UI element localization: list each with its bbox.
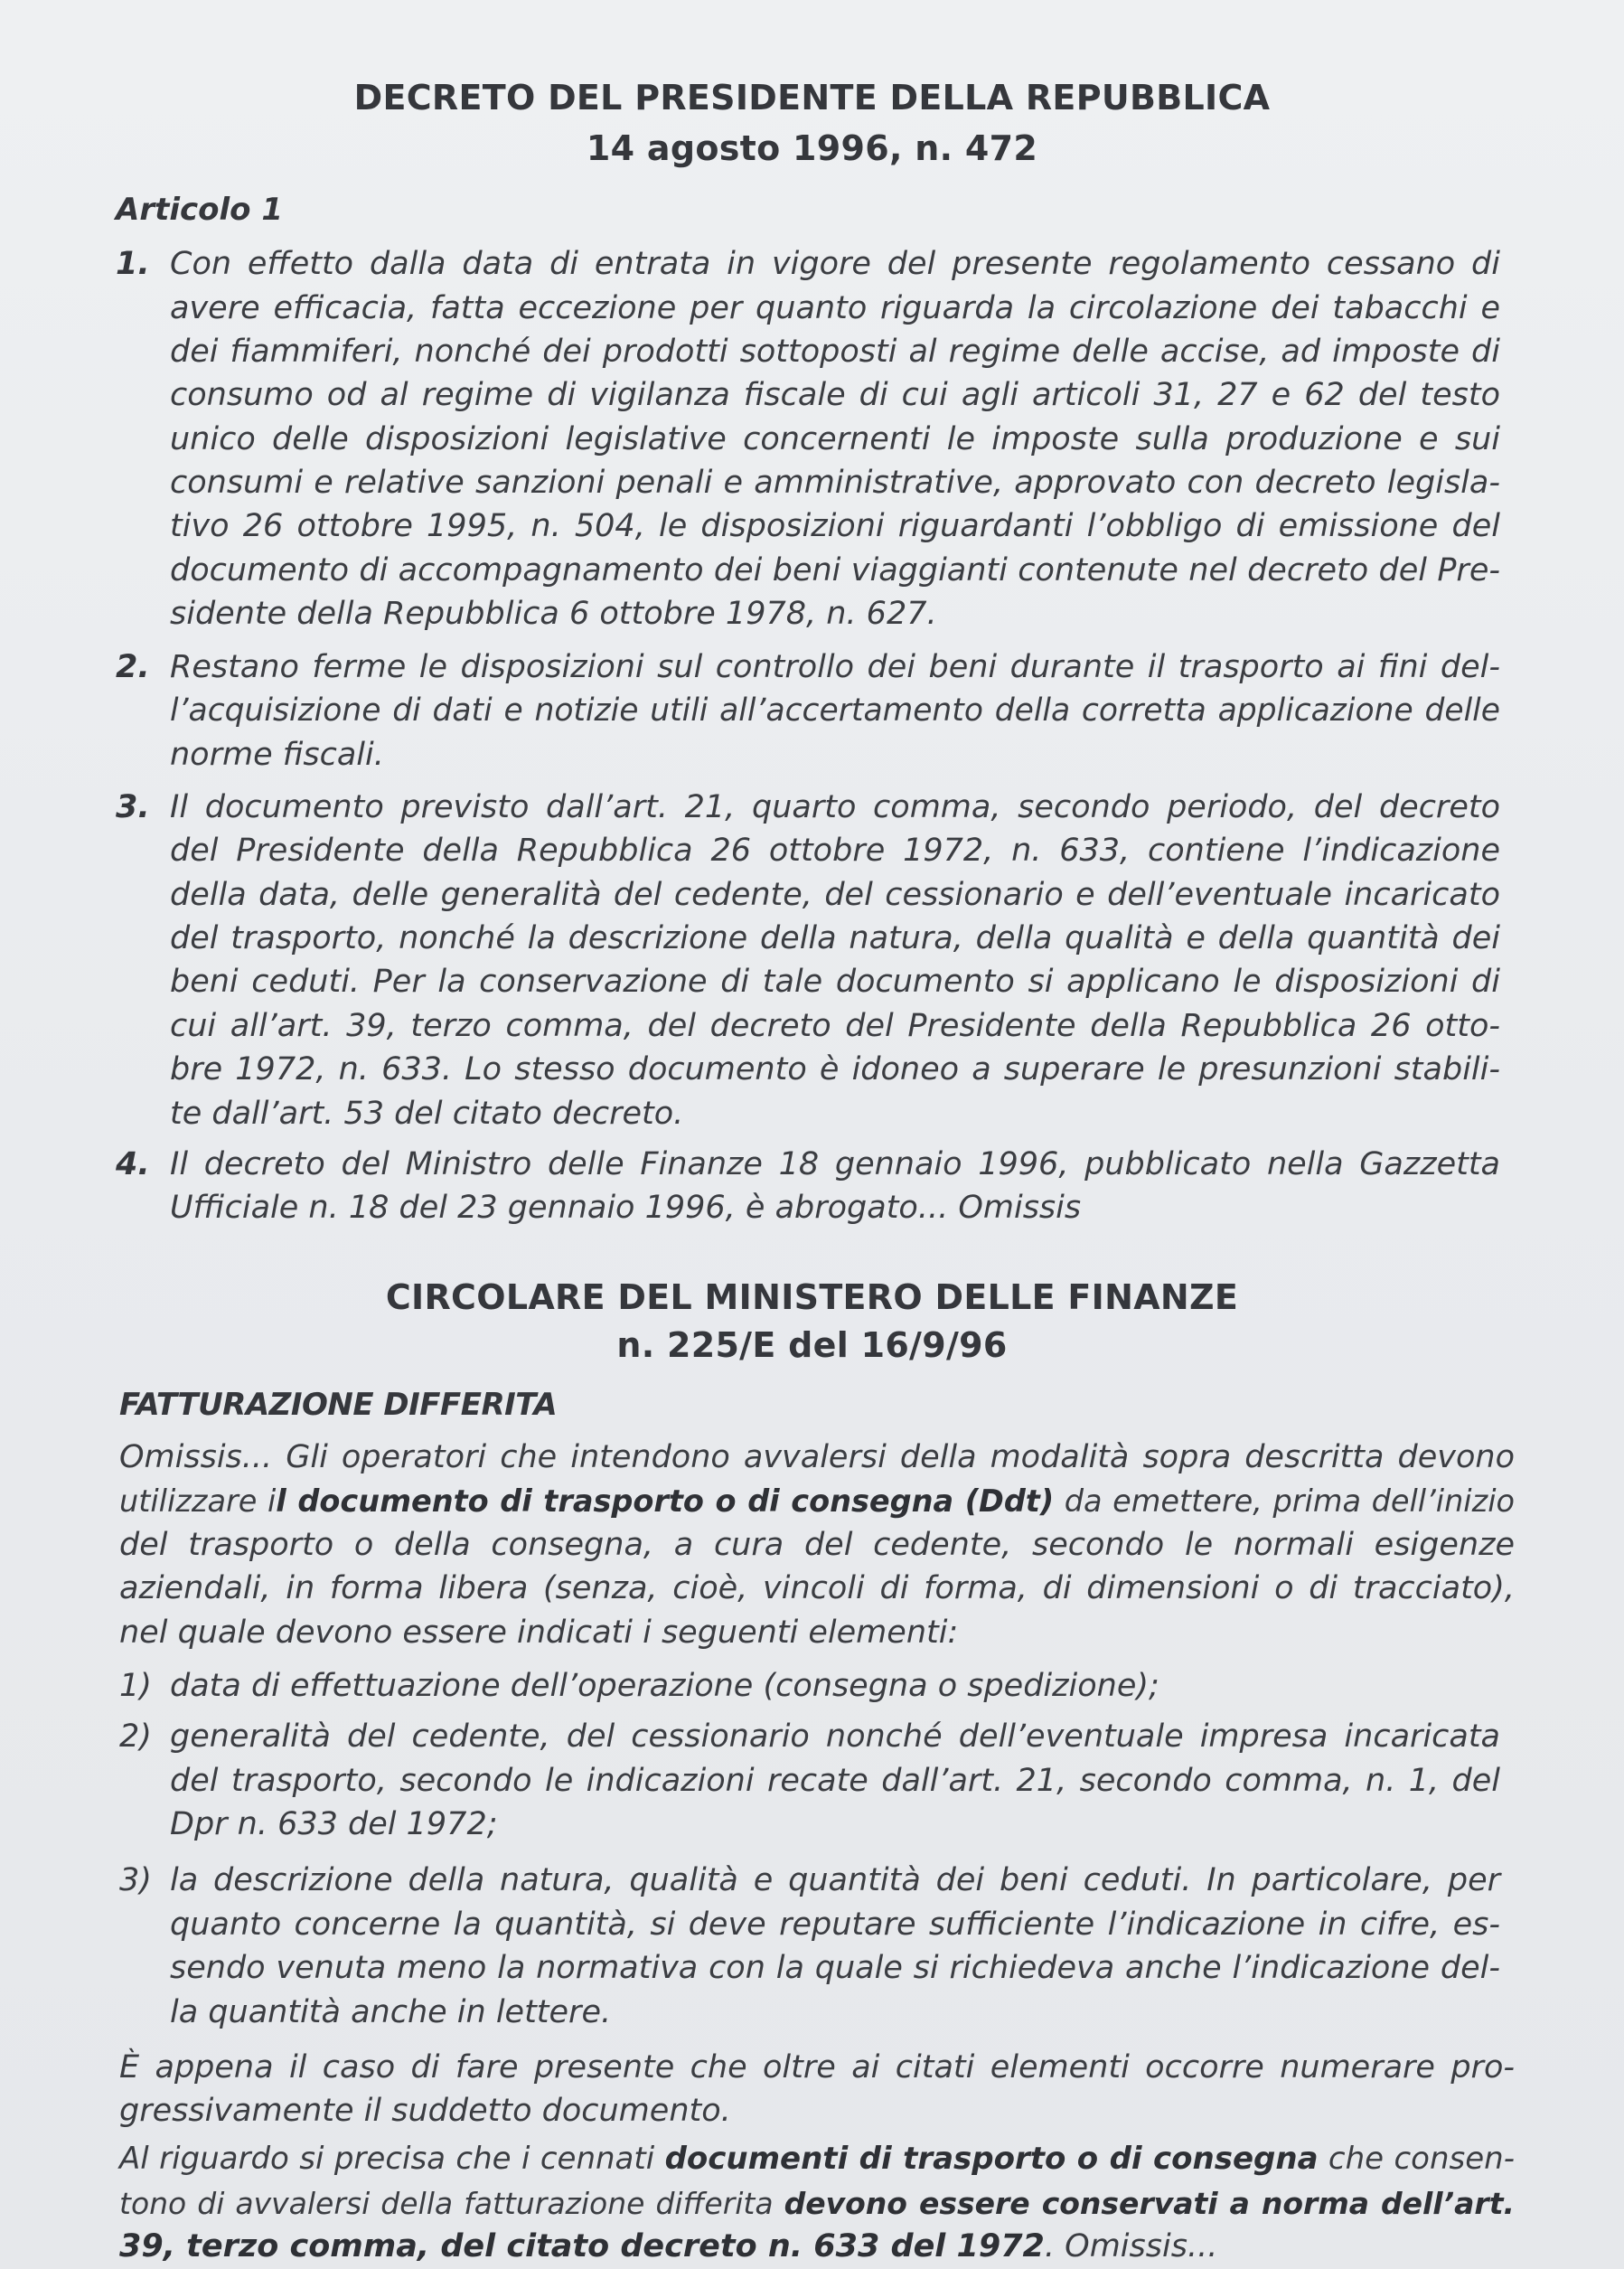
point-number: 1)	[119, 1668, 152, 1704]
paragraph-line: utilizzare il documento di trasporto o di consegna (Ddt) da emettere, prima dell’inizio	[119, 1483, 1516, 1519]
item-text-line: della data, delle generalità del cedente, del cessionario e dell’eventuale incaricato	[170, 877, 1500, 913]
paragraph-line: 39, terzo comma, del citato decreto n. 633 del 1972. Omissis...	[119, 2228, 1218, 2264]
item-text-line: Con effetto dalla data di entrata in vigore del presente regolamento cessano di	[170, 246, 1500, 282]
item-text-line: cui all’art. 39, terzo comma, del decreto del Presidente della Repubblica 26 otto-	[170, 1008, 1500, 1044]
item-text-line: unico delle disposizioni legislative concernenti le imposte sulla produzione e sui	[170, 421, 1500, 457]
decree-date: 14 agosto 1996, n. 472	[586, 128, 1038, 168]
item-text-line: tivo 26 ottobre 1995, n. 504, le disposizioni riguardanti l’obbligo di emissione del	[170, 508, 1500, 544]
item-text-line: consumo od al regime di vigilanza fiscale di cui agli articoli 31, 27 e 62 del testo	[170, 377, 1500, 413]
paragraph-line: Omissis... Gli operatori che intendono avvalersi della modalità sopra descritta devono	[119, 1439, 1515, 1475]
paragraph-line: È appena il caso di fare presente che oltre ai citati elementi occorre numerare pro-	[119, 2049, 1515, 2085]
point-text-line: la descrizione della natura, qualità e quantità dei beni ceduti. In particolare, per	[170, 1862, 1500, 1898]
paragraph-line: nel quale devono essere indicati i seguenti elementi:	[119, 1615, 959, 1651]
point-number: 2)	[119, 1718, 152, 1755]
item-text-line: consumi e relative sanzioni penali e amministrative, approvato con decreto legisla-	[170, 465, 1500, 501]
item-text-line: l’acquisizione di dati e notizie utili all’accertamento della corretta applicazione delle	[170, 692, 1500, 729]
item-number: 3.	[116, 789, 150, 825]
point-text-line: la quantità anche in lettere.	[170, 1994, 612, 2030]
paragraph-line: aziendali, in forma libera (senza, cioè, vincoli di forma, di dimensioni o di tracciato),	[119, 1570, 1515, 1606]
paragraph-line: Al riguardo si precisa che i cennati documenti di trasporto o di consegna che consen-	[119, 2141, 1515, 2177]
item-number: 1.	[116, 246, 150, 282]
item-text-line: Il documento previsto dall’art. 21, quarto comma, secondo periodo, del decreto	[170, 789, 1500, 825]
circular-title: CIRCOLARE DEL MINISTERO DELLE FINANZE	[385, 1277, 1239, 1317]
point-text-line: generalità del cedente, del cessionario nonché dell’eventuale impresa incaricata	[170, 1718, 1500, 1755]
item-text-line: dei fiammiferi, nonché dei prodotti sottoposti al regime delle accise, ad imposte di	[170, 334, 1500, 370]
point-number: 3)	[119, 1862, 152, 1898]
paragraph-line: gressivamente il suddetto documento.	[119, 2093, 731, 2129]
item-text-line: norme fiscali.	[170, 737, 384, 773]
item-text-line: Ufficiale n. 18 del 23 gennaio 1996, è abrogato... Omissis	[170, 1190, 1082, 1226]
item-text-line: Restano ferme le disposizioni sul controllo dei beni durante il trasporto ai fini del-	[170, 649, 1500, 685]
item-number: 2.	[116, 649, 150, 685]
point-text-line: sendo venuta meno la normativa con la quale si richiedeva anche l’indicazione del-	[170, 1950, 1500, 1986]
item-text-line: documento di accompagnamento dei beni viaggianti contenute nel decreto del Pre-	[170, 552, 1500, 588]
point-text-line: del trasporto, secondo le indicazioni recate dall’art. 21, secondo comma, n. 1, del	[170, 1763, 1500, 1799]
item-text-line: te dall’art. 53 del citato decreto.	[170, 1096, 684, 1132]
item-text-line: del trasporto, nonché la descrizione della natura, della qualità e della quantità dei	[170, 920, 1500, 956]
item-text-line: avere efficacia, fatta eccezione per quanto riguarda la circolazione dei tabacchi e	[170, 290, 1500, 326]
paragraph-line: del trasporto o della consegna, a cura del cedente, secondo le normali esigenze	[119, 1527, 1515, 1563]
item-text-line: beni ceduti. Per la conservazione di tale documento si applicano le disposizioni di	[170, 964, 1500, 1000]
item-text-line: del Presidente della Repubblica 26 ottobre 1972, n. 633, contiene l’indicazione	[170, 833, 1500, 869]
circular-number: n. 225/E del 16/9/96	[616, 1325, 1008, 1365]
point-text-line: quanto concerne la quantità, si deve reputare sufficiente l’indicazione in cifre, es-	[170, 1907, 1500, 1943]
article-heading: Articolo 1	[116, 192, 284, 228]
paragraph-line: tono di avvalersi della fatturazione differita devono essere conservati a norma dell’art.	[119, 2186, 1516, 2221]
point-text-line: data di effettuazione dell’operazione (consegna o spedizione);	[170, 1668, 1159, 1704]
item-text-line: bre 1972, n. 633. Lo stesso documento è idoneo a superare le presunzioni stabili-	[170, 1051, 1500, 1087]
decree-title: DECRETO DEL PRESIDENTE DELLA REPUBBLICA	[353, 78, 1271, 118]
item-text-line: Il decreto del Ministro delle Finanze 18 gennaio 1996, pubblicato nella Gazzetta	[170, 1146, 1500, 1182]
item-text-line: sidente della Repubblica 6 ottobre 1978, n. 627.	[170, 596, 937, 632]
item-number: 4.	[116, 1146, 150, 1182]
point-text-line: Dpr n. 633 del 1972;	[170, 1806, 498, 1842]
ddt-emphasis: l documento di trasporto o di consegna (Ddt)	[276, 1483, 1055, 1519]
section-heading: FATTURAZIONE DIFFERITA	[119, 1387, 558, 1423]
